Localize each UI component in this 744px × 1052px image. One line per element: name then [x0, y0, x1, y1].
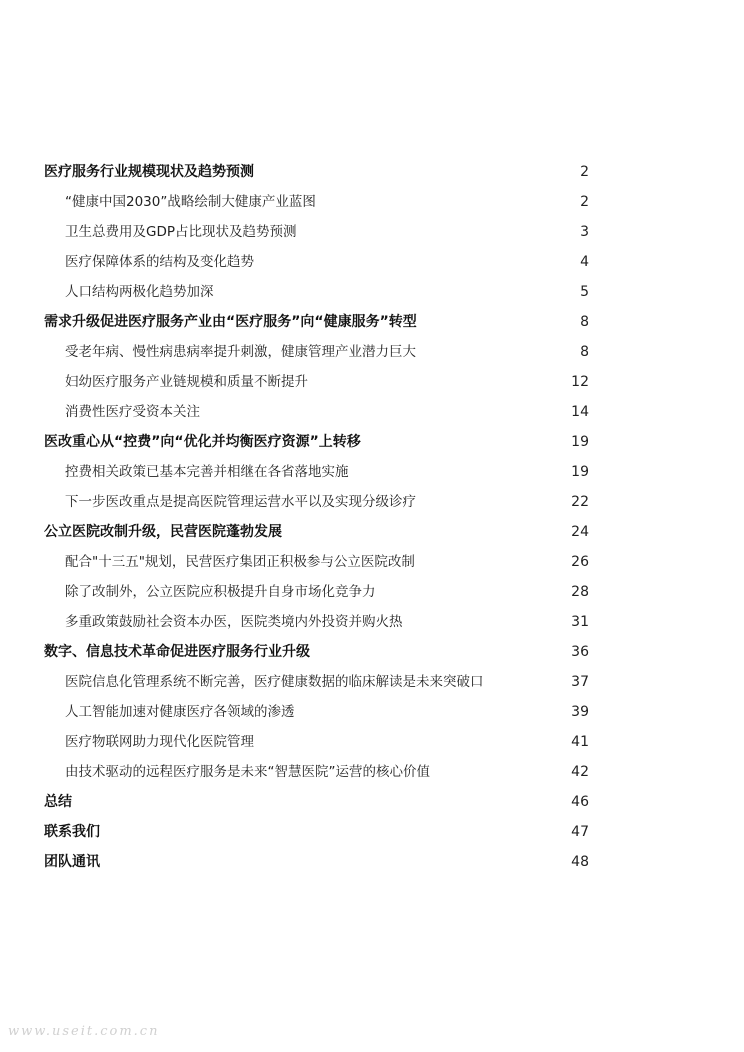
toc-subentry-title: 人工智能加速对健康医疗各领域的渗透 — [65, 704, 295, 720]
toc-entry-page: 19 — [571, 434, 589, 450]
toc-subentry-title: 受老年病、慢性病患病率提升刺激，健康管理产业潜力巨大 — [65, 344, 416, 360]
toc-subentry[interactable] — [0, 727, 744, 757]
toc-entry-title: 数字、信息技术革命促进医疗服务行业升级 — [44, 644, 310, 660]
toc-entry-page: 2 — [580, 164, 589, 180]
toc-entry-title: 联系我们 — [44, 824, 100, 840]
toc-subentry-page: 19 — [571, 464, 589, 480]
toc-subentry-page: 42 — [571, 764, 589, 780]
toc-entry[interactable] — [0, 427, 744, 457]
toc-subentry-page: 8 — [580, 344, 589, 360]
table-of-contents — [0, 157, 744, 877]
toc-subentry-page: 37 — [571, 674, 589, 690]
toc-subentry[interactable] — [0, 337, 744, 367]
toc-subentry[interactable] — [0, 487, 744, 517]
toc-subentry[interactable] — [0, 457, 744, 487]
toc-entry[interactable] — [0, 517, 744, 547]
toc-subentry[interactable] — [0, 247, 744, 277]
toc-subentry-page: 3 — [580, 224, 589, 240]
toc-subentry-page: 2 — [580, 194, 589, 210]
toc-subentry-title: 消费性医疗受资本关注 — [65, 404, 200, 420]
toc-entry[interactable] — [0, 157, 744, 187]
toc-entry-page: 24 — [571, 524, 589, 540]
toc-entry-page: 48 — [571, 854, 589, 870]
toc-subentry-page: 12 — [571, 374, 589, 390]
toc-subentry-title: 由技术驱动的远程医疗服务是未来“智慧医院”运营的核心价值 — [65, 764, 430, 780]
toc-subentry-title: 妇幼医疗服务产业链规模和质量不断提升 — [65, 374, 308, 390]
toc-subentry[interactable] — [0, 397, 744, 427]
toc-subentry-page: 28 — [571, 584, 589, 600]
toc-subentry-title: 下一步医改重点是提高医院管理运营水平以及实现分级诊疗 — [65, 494, 416, 510]
toc-subentry[interactable] — [0, 667, 744, 697]
toc-entry[interactable] — [0, 637, 744, 667]
toc-subentry[interactable] — [0, 577, 744, 607]
toc-subentry-title: 医疗物联网助力现代化医院管理 — [65, 734, 254, 750]
toc-entry[interactable] — [0, 787, 744, 817]
toc-subentry-page: 22 — [571, 494, 589, 510]
toc-entry-title: 需求升级促进医疗服务产业由“医疗服务”向“健康服务”转型 — [44, 314, 417, 330]
toc-subentry-page: 5 — [580, 284, 589, 300]
toc-subentry-title: 控费相关政策已基本完善并相继在各省落地实施 — [65, 464, 349, 480]
toc-subentry[interactable] — [0, 277, 744, 307]
toc-entry-page: 8 — [580, 314, 589, 330]
toc-subentry-title: “健康中国2030”战略绘制大健康产业蓝图 — [65, 194, 316, 210]
toc-subentry-title: 卫生总费用及GDP占比现状及趋势预测 — [65, 224, 297, 240]
toc-entry[interactable] — [0, 847, 744, 877]
toc-subentry-title: 医院信息化管理系统不断完善，医疗健康数据的临床解读是未来突破口 — [65, 674, 484, 690]
toc-entry-page: 36 — [571, 644, 589, 660]
toc-entry-title: 团队通讯 — [44, 854, 100, 870]
toc-entry-title: 医疗服务行业规模现状及趋势预测 — [44, 164, 254, 180]
toc-subentry-title: 医疗保障体系的结构及变化趋势 — [65, 254, 254, 270]
toc-subentry-title: 除了改制外，公立医院应积极提升自身市场化竞争力 — [65, 584, 376, 600]
toc-entry-title: 公立医院改制升级，民营医院蓬勃发展 — [44, 524, 282, 540]
toc-entry-title: 总结 — [44, 794, 72, 810]
toc-entry[interactable] — [0, 307, 744, 337]
toc-subentry-page: 39 — [571, 704, 589, 720]
toc-entry[interactable] — [0, 817, 744, 847]
toc-subentry-title: 人口结构两极化趋势加深 — [65, 284, 214, 300]
toc-subentry-title: 配合"十三五"规划，民营医疗集团正积极参与公立医院改制 — [65, 554, 415, 570]
toc-subentry[interactable] — [0, 547, 744, 577]
toc-subentry-title: 多重政策鼓励社会资本办医，医院类境内外投资并购火热 — [65, 614, 403, 630]
toc-subentry[interactable] — [0, 757, 744, 787]
watermark: www.useit.com.cn — [8, 1024, 160, 1039]
toc-entry-page: 47 — [571, 824, 589, 840]
toc-subentry-page: 14 — [571, 404, 589, 420]
toc-subentry[interactable] — [0, 367, 744, 397]
toc-entry-title: 医改重心从“控费”向“优化并均衡医疗资源”上转移 — [44, 434, 361, 450]
toc-subentry[interactable] — [0, 187, 744, 217]
toc-entry-page: 46 — [571, 794, 589, 810]
toc-subentry-page: 26 — [571, 554, 589, 570]
toc-subentry-page: 4 — [580, 254, 589, 270]
toc-subentry-page: 41 — [571, 734, 589, 750]
toc-subentry[interactable] — [0, 607, 744, 637]
toc-subentry[interactable] — [0, 697, 744, 727]
toc-subentry-page: 31 — [571, 614, 589, 630]
toc-subentry[interactable] — [0, 217, 744, 247]
